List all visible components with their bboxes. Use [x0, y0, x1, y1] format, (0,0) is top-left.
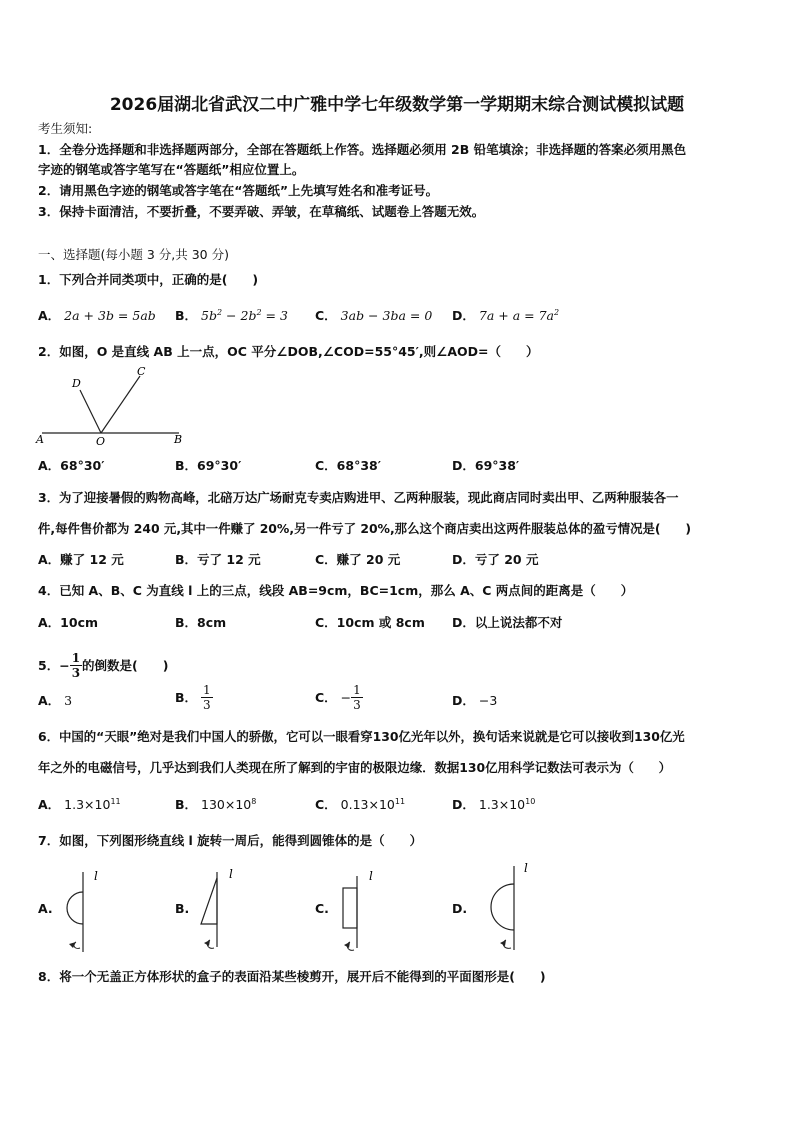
q2-option-a: A．68°30′	[38, 458, 105, 473]
label-o: O	[96, 435, 106, 446]
q7-option-a-label: A.	[38, 901, 53, 916]
page-title: 2026届湖北省武汉二中广雅中学七年级数学第一学期期末综合测试模拟试题	[109, 95, 685, 115]
label-d: D	[72, 377, 81, 390]
svg-text:l: l	[94, 869, 98, 883]
q7-option-d-label: D.	[452, 901, 468, 916]
q2-option-b: B．69°30′	[175, 458, 242, 473]
q3-option-c: C．赚了 20 元	[315, 552, 401, 567]
question-6-line1: 6．中国的“天眼”绝对是我们中国人的骄傲，它可以一眼看穿130亿光年以外，换句话来说就是它可以接收到130亿光	[38, 729, 685, 744]
q6-option-c: C． $0.13\times 10^{11}$	[315, 796, 406, 812]
triangle-shape	[201, 878, 217, 924]
fraction: $\frac{1}{3}$	[353, 683, 361, 712]
question-8-stem: 8．将一个无盖正方体形状的盒子的表面沿某些棱剪开，展开后不能得到的平面图形是( )	[38, 969, 546, 984]
q4-option-d: D．以上说法都不对	[452, 615, 563, 630]
q7-option-b-label: B.	[175, 901, 190, 916]
svg-text:l: l	[369, 869, 373, 883]
q2-option-c: C．68°38′	[315, 458, 382, 473]
fraction: $\frac{1}{3}$	[71, 651, 81, 680]
question-3-line1: 3．为了迎接暑假的购物高峰，北碚万达广场耐克专卖店购进甲、乙两种服装，现此商店同时卖出甲、乙两种服装各一	[38, 490, 679, 505]
q7-figure-b	[195, 862, 255, 957]
q7-figure-d	[472, 856, 542, 956]
q6-option-a: A． $1.3\times 10^{11}$	[38, 796, 121, 812]
q4-option-b: B．8cm	[175, 615, 227, 630]
q6-option-b: B． $130\times 10^8$	[175, 796, 257, 812]
q7-option-c-label: C.	[315, 901, 329, 916]
semicircle-shape	[67, 892, 83, 924]
ray-oc	[101, 376, 140, 433]
q3-option-b: B．亏了 12 元	[175, 552, 261, 567]
svg-text:l: l	[524, 861, 528, 875]
question-1-stem: 1．下列合并同类项中，正确的是( )	[38, 272, 259, 287]
q5-option-d: D． −3	[452, 693, 498, 708]
q5-option-b: B． $\frac{1}{3}$	[175, 683, 211, 712]
q4-option-c: C．10cm 或 8cm	[315, 615, 425, 630]
label-a: A	[36, 433, 44, 446]
q2-option-d: D．69°38′	[452, 458, 520, 473]
q2-angle-figure	[34, 364, 194, 446]
notice-item: 3．保持卡面清洁，不要折叠，不要弄破、弄皱，在草稿纸、试题卷上答题无效。	[38, 204, 485, 219]
q5-option-c: C． − $\frac{1}{3}$	[315, 683, 361, 712]
q3-option-a: A．赚了 12 元	[38, 552, 124, 567]
question-2-stem: 2．如图，O 是直线 AB 上一点，OC 平分∠DOB,∠COD=55°45′,则∠AOD=（ ）	[38, 344, 539, 359]
question-3-line2: 件,每件售价都为 240 元,其中一件赚了 20%,另一件亏了 20%,那么这个商店卖出这两件服装总体的盈亏情况是( )	[38, 521, 691, 536]
semicircle-shape	[491, 884, 514, 930]
q3-option-d: D．亏了 20 元	[452, 552, 539, 567]
notice-item: 1．全卷分选择题和非选择题两部分，全部在答题纸上作答。选择题必须用 2B 铅笔填涂；非选择题的答案必须用黑色	[38, 142, 687, 157]
fraction: $\frac{1}{3}$	[203, 683, 211, 712]
rectangle-shape	[343, 888, 357, 928]
label-c: C	[137, 365, 146, 378]
question-7-stem: 7．如图，下列图形绕直线 l 旋转一周后，能得到圆锥体的是（ ）	[38, 833, 423, 848]
ray-od	[80, 390, 101, 433]
q7-figure-a	[58, 862, 118, 957]
question-4-stem: 4．已知 A、B、C 为直线 l 上的三点，线段 AB=9cm，BC=1cm，那么 A、C 两点间的距离是（ ）	[38, 583, 634, 598]
notice-item: 字迹的钢笔或答字笔写在“答题纸”相应位置上。	[38, 162, 305, 177]
notice-item: 2．请用黑色字迹的钢笔或答字笔在“答题纸”上先填写姓名和准考证号。	[38, 183, 439, 198]
question-5-stem: 5． − $\frac{1}{3}$ 的倒数是( )	[38, 651, 169, 680]
section-heading: 一、选择题(每小题 3 分,共 30 分)	[38, 247, 229, 262]
q6-option-d: D． $1.3\times 10^{10}$	[452, 796, 536, 812]
q7-figure-c	[335, 862, 395, 957]
q5-option-a: A． 3	[38, 693, 73, 708]
svg-text:l: l	[229, 867, 233, 881]
q1-option-d: D． $7a + a = 7a^2$	[452, 307, 560, 323]
q4-option-a: A．10cm	[38, 615, 99, 630]
q1-option-a: A． 2a + 3b = 5ab	[38, 308, 156, 323]
label-b: B	[174, 433, 183, 446]
q1-option-b: B． $5b^2 - 2b^2 = 3$	[175, 307, 288, 323]
q1-option-c: C． 3ab − 3ba = 0	[315, 308, 433, 323]
question-6-line2: 年之外的电磁信号，几乎达到我们人类现在所了解到的宇宙的极限边缘．数据130亿用科学记数法可表示为（ ）	[38, 760, 672, 775]
notice-heading: 考生须知:	[38, 121, 93, 136]
